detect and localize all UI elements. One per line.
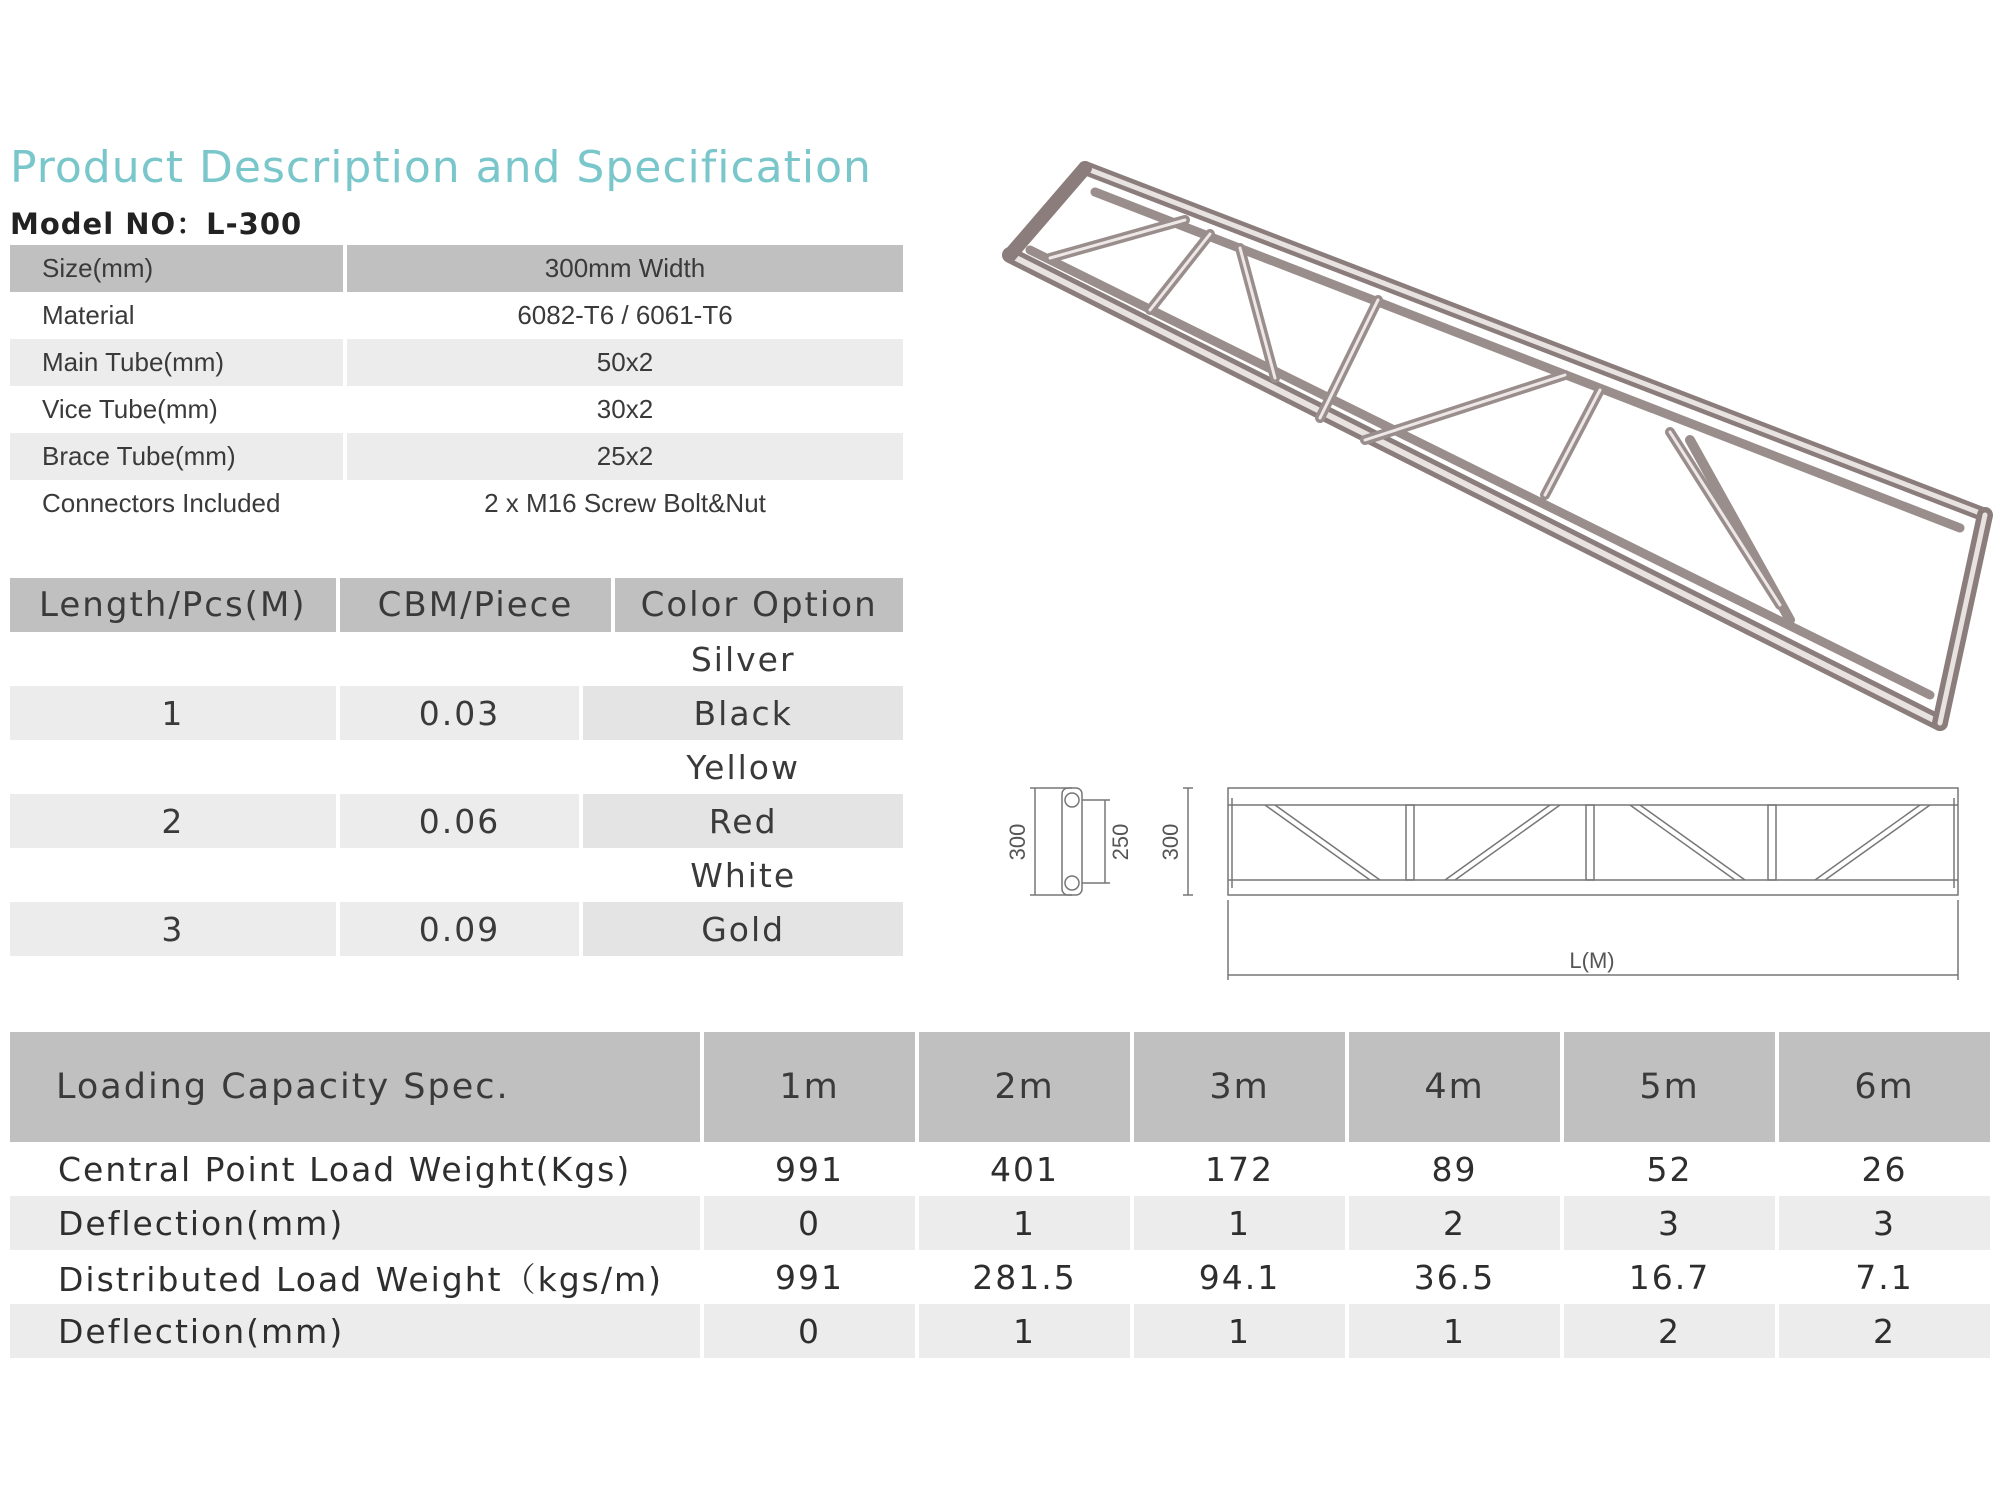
spec-label: Main Tube(mm) — [10, 339, 343, 386]
cbm-cell — [340, 848, 580, 902]
spec-row — [10, 245, 903, 292]
table-cell: 7.1 — [1855, 1257, 1914, 1297]
table-cell: 2 — [1349, 1196, 1560, 1250]
length-dimension-label: L(M) — [1569, 948, 1615, 973]
spec-label: Material — [10, 292, 343, 339]
spec-value: 6082-T6 / 6061-T6 — [347, 292, 903, 339]
spec-label: Vice Tube(mm) — [10, 386, 343, 433]
header-span: 5m — [1564, 1032, 1775, 1142]
header-span: 6m — [1779, 1032, 1990, 1142]
table-cell: 36.5 — [1413, 1257, 1496, 1297]
spec-label: Size(mm) — [10, 245, 343, 292]
table-row — [10, 1304, 1990, 1358]
table-row — [10, 1196, 1990, 1250]
length-cell — [10, 740, 336, 794]
table-row — [10, 1250, 1990, 1304]
length-table-header — [10, 578, 903, 632]
table-cell: 3 — [1564, 1196, 1775, 1250]
header-cbm: CBM/Piece — [340, 578, 612, 632]
length-color-table — [10, 578, 903, 956]
table-row — [10, 902, 903, 956]
color-cell: Yellow — [686, 747, 800, 787]
table-row — [10, 794, 903, 848]
table-row — [10, 632, 903, 686]
table-cell: 1 — [1134, 1304, 1345, 1358]
color-cell: White — [690, 855, 797, 895]
table-cell: 94.1 — [1198, 1257, 1281, 1297]
table-cell: 0 — [704, 1196, 915, 1250]
load-table-header — [10, 1032, 1990, 1142]
header-loading-capacity: Loading Capacity Spec. — [10, 1032, 700, 1142]
row-label: Deflection(mm) — [10, 1304, 700, 1358]
header-span: 4m — [1349, 1032, 1560, 1142]
cbm-cell: 0.09 — [340, 902, 580, 956]
spec-table — [10, 245, 903, 527]
table-cell: 0 — [704, 1304, 915, 1358]
table-cell: 991 — [775, 1149, 844, 1189]
inner-height-label: 250 — [1108, 823, 1133, 861]
spec-value: 25x2 — [347, 433, 903, 480]
color-cell: Red — [583, 794, 903, 848]
table-cell: 2 — [1564, 1304, 1775, 1358]
length-cell — [10, 848, 336, 902]
header-color: Color Option — [615, 578, 903, 632]
table-cell: 281.5 — [972, 1257, 1077, 1297]
spec-row — [10, 339, 903, 386]
header-span: 1m — [704, 1032, 915, 1142]
table-cell: 16.7 — [1628, 1257, 1711, 1297]
row-label: Deflection(mm) — [10, 1196, 700, 1250]
table-row — [10, 686, 903, 740]
color-cell: Black — [583, 686, 903, 740]
header-length: Length/Pcs(M) — [10, 578, 336, 632]
loading-capacity-table — [10, 1032, 1990, 1358]
table-cell: 401 — [990, 1149, 1059, 1189]
length-cell: 2 — [10, 794, 336, 848]
truss-technical-drawing — [1000, 770, 2000, 990]
table-row — [10, 740, 903, 794]
row-label: Distributed Load Weight（kgs/m) — [58, 1259, 663, 1299]
cbm-cell: 0.06 — [340, 794, 580, 848]
table-cell: 3 — [1779, 1196, 1990, 1250]
spec-value: 300mm Width — [347, 245, 903, 292]
spec-label: Connectors Included — [10, 480, 343, 527]
truss-product-image — [1000, 150, 2000, 750]
spec-value: 2 x M16 Screw Bolt&Nut — [347, 480, 903, 527]
header-span: 2m — [919, 1032, 1130, 1142]
spec-row — [10, 433, 903, 480]
spec-row — [10, 292, 903, 339]
spec-row — [10, 480, 903, 527]
header-span: 3m — [1134, 1032, 1345, 1142]
color-cell: Silver — [690, 639, 796, 679]
length-cell: 3 — [10, 902, 336, 956]
cbm-cell — [340, 632, 580, 686]
spec-value: 50x2 — [347, 339, 903, 386]
length-cell — [10, 632, 336, 686]
side-height-label: 300 — [1005, 823, 1030, 861]
table-cell: 1 — [919, 1304, 1130, 1358]
table-cell: 1 — [1349, 1304, 1560, 1358]
spec-row — [10, 386, 903, 433]
front-height-label: 300 — [1158, 823, 1183, 861]
table-cell: 172 — [1205, 1149, 1274, 1189]
page-title: Product Description and Specification — [10, 142, 872, 193]
table-cell: 2 — [1779, 1304, 1990, 1358]
cbm-cell — [340, 740, 580, 794]
cbm-cell: 0.03 — [340, 686, 580, 740]
table-cell: 89 — [1431, 1149, 1478, 1189]
color-cell: Gold — [583, 902, 903, 956]
table-cell: 1 — [1134, 1196, 1345, 1250]
table-cell: 1 — [919, 1196, 1130, 1250]
table-row — [10, 848, 903, 902]
table-row — [10, 1142, 1990, 1196]
table-cell: 991 — [775, 1257, 844, 1297]
spec-label: Brace Tube(mm) — [10, 433, 343, 480]
table-cell: 52 — [1646, 1149, 1693, 1189]
length-cell: 1 — [10, 686, 336, 740]
spec-value: 30x2 — [347, 386, 903, 433]
model-number: Model NO：L-300 — [10, 207, 303, 241]
row-label: Central Point Load Weight(Kgs) — [58, 1149, 632, 1189]
table-cell: 26 — [1861, 1149, 1908, 1189]
